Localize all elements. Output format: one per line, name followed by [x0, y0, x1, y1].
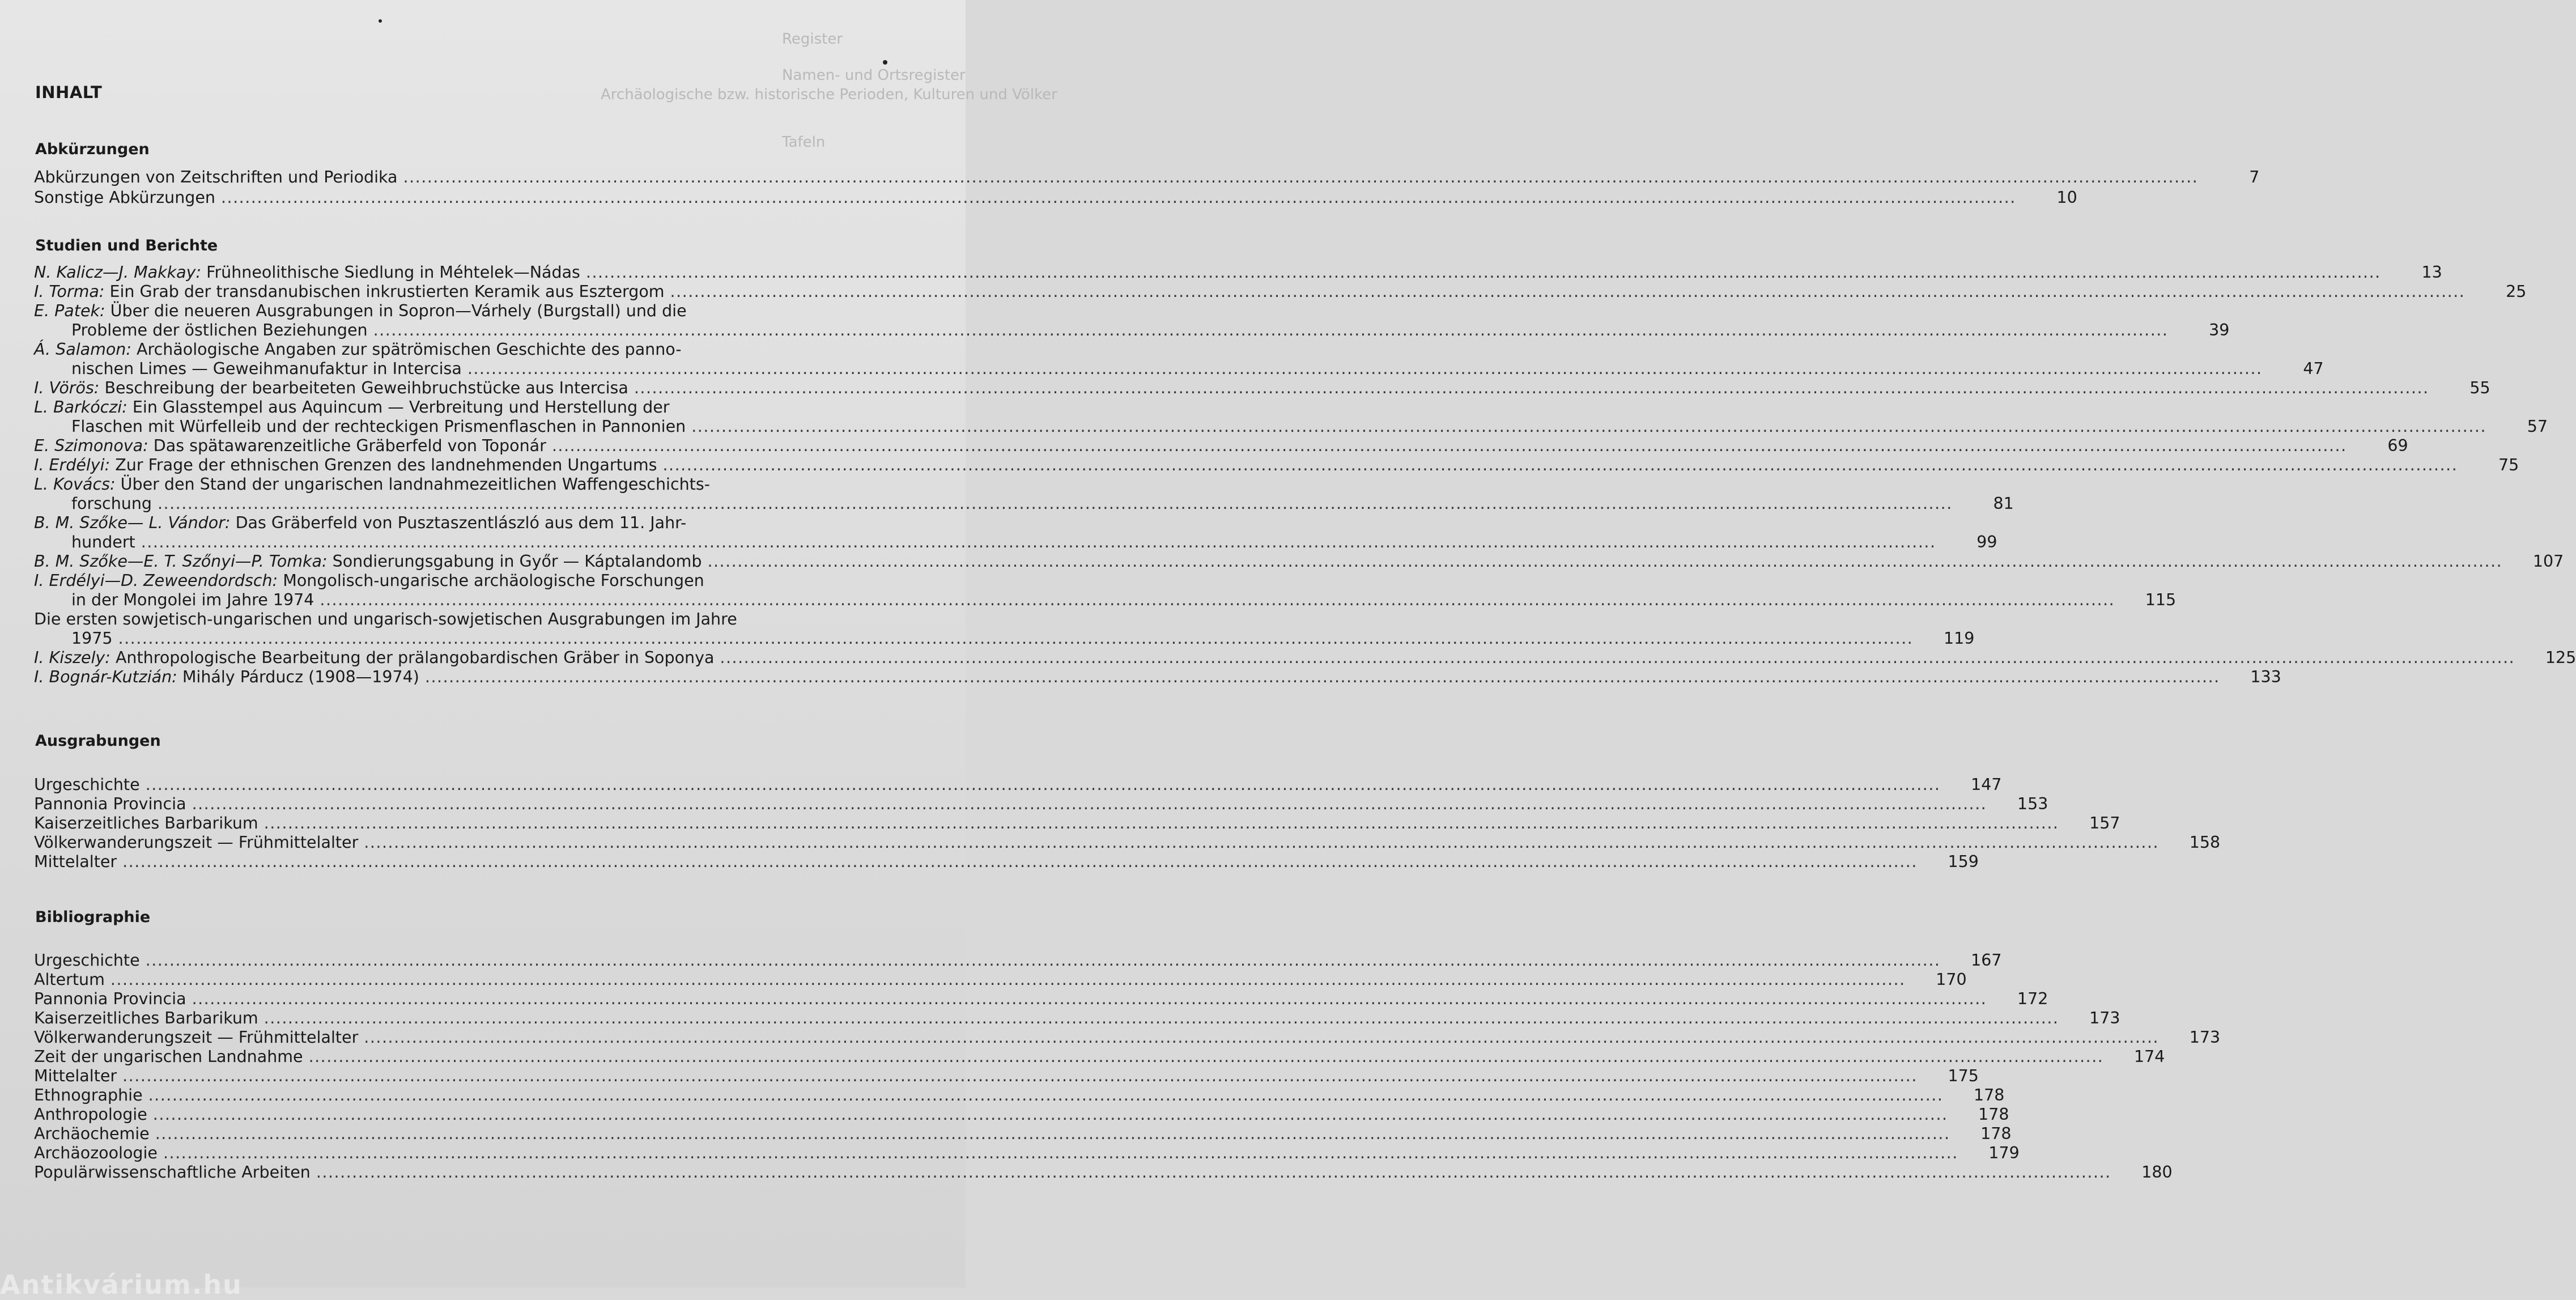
entry-title: Ein Glasstempel aus Aquincum — Verbreitung und Herstellung der — [132, 398, 670, 417]
section-heading: Ausgrabungen — [35, 732, 161, 750]
toc-entry — [34, 398, 2548, 436]
entry-title-continuation: forschung — [71, 494, 152, 513]
page-number: 99 — [1976, 533, 1997, 551]
entry-author: B. M. Szőke— L. Vándor: — [34, 513, 231, 532]
dot-leader: ............................................................................................................................................................................................................................................................................................................ — [148, 1086, 1944, 1104]
dot-leader: ............................................................................................................................................................................................................................................................................................................ — [158, 494, 1953, 513]
page-number: 57 — [2527, 417, 2548, 436]
toc-entry — [34, 379, 2490, 398]
toc-entry — [34, 951, 2002, 970]
page-number: 147 — [1971, 775, 2002, 794]
page-number: 178 — [1980, 1124, 2012, 1143]
page-number: 153 — [2017, 795, 2048, 813]
dot-leader: ............................................................................................................................................................................................................................................................................................................ — [364, 833, 2160, 852]
dot-leader: ............................................................................................................................................................................................................................................................................................................ — [424, 668, 2220, 686]
entry-title: Pannonia Provincia — [34, 989, 186, 1008]
entry-title: Kaiserzeitliches Barbarikum — [34, 1009, 258, 1027]
entry-title: Mihály Párducz (1908—1974) — [182, 668, 419, 686]
entry-title-continuation: Flaschen mit Würfelleib und der rechteckigen Prismenflaschen in Pannonien — [71, 417, 686, 436]
dot-leader: ............................................................................................................................................................................................................................................................................................................ — [122, 852, 1918, 871]
dot-leader: ............................................................................................................................................................................................................................................................................................................ — [662, 456, 2458, 474]
dot-leader: ............................................................................................................................................................................................................................................................................................................ — [263, 814, 2059, 832]
entry-title: Altertum — [34, 970, 105, 989]
dot-leader: ............................................................................................................................................................................................................................................................................................................ — [118, 629, 1914, 648]
entry-author: L. Kovács: — [34, 475, 116, 494]
toc-entry — [34, 263, 2442, 282]
page-number: 174 — [2133, 1047, 2165, 1066]
page-number: 179 — [1988, 1144, 2020, 1162]
dot-leader: ............................................................................................................................................................................................................................................................................................................ — [122, 1067, 1918, 1085]
page-number: 175 — [1948, 1067, 1979, 1085]
toc-entry — [34, 1144, 2020, 1163]
page-number: 125 — [2545, 648, 2576, 667]
page-number: 157 — [2089, 814, 2120, 832]
dot-leader: ............................................................................................................................................................................................................................................................................................................ — [670, 282, 2466, 301]
page-number: 173 — [2189, 1028, 2221, 1047]
entry-title: Sondierungsgabung in Győr — Káptalandomb — [332, 552, 702, 571]
entry-author: E. Patek: — [34, 301, 105, 320]
entry-title-continuation: in der Mongolei im Jahre 1974 — [71, 590, 314, 609]
page-number: 172 — [2017, 989, 2048, 1008]
entry-title: Sonstige Abkürzungen — [34, 188, 215, 207]
toc-entry — [34, 970, 1967, 989]
page-number: 119 — [1943, 629, 1975, 648]
toc-entry — [34, 814, 2120, 833]
toc-entry — [34, 513, 1997, 552]
page-number: 178 — [1974, 1086, 2005, 1104]
entry-title: Archäologische Angaben zur spätrömischen Geschichte des panno- — [137, 340, 682, 359]
toc-entry — [34, 1067, 1979, 1086]
toc-entry — [34, 610, 1975, 648]
page-number: 133 — [2250, 668, 2281, 686]
toc-entry — [34, 340, 2324, 379]
dot-leader: ............................................................................................................................................................................................................................................................................................................ — [221, 188, 2016, 207]
entry-title: Zeit der ungarischen Landnahme — [34, 1047, 303, 1066]
page-number: 115 — [2145, 590, 2177, 609]
dot-leader: ............................................................................................................................................................................................................................................................................................................ — [145, 951, 1941, 970]
toc-entry — [34, 833, 2221, 852]
page-number: 178 — [1978, 1105, 2009, 1124]
dot-leader: ............................................................................................................................................................................................................................................................................................................ — [634, 379, 2429, 397]
watermark: Antikvárium.hu — [0, 1269, 243, 1300]
toc-entry — [34, 1124, 2012, 1144]
entry-title: Völkerwanderungszeit — Frühmittelalter — [34, 833, 359, 852]
dot-leader: ............................................................................................................................................................................................................................................................................................................ — [373, 321, 2169, 339]
dot-leader: ............................................................................................................................................................................................................................................................................................................ — [155, 1124, 1950, 1143]
entry-title: Beschreibung der bearbeiteten Geweihbruchstücke aus Intercisa — [104, 379, 628, 397]
page-number: 107 — [2532, 552, 2564, 571]
entry-title: Über den Stand der ungarischen landnahmezeitlichen Waffengeschichts- — [120, 475, 710, 494]
toc-entry — [34, 1163, 2173, 1182]
entry-author: Á. Salamon: — [34, 340, 131, 359]
dot-leader: ............................................................................................................................................................................................................................................................................................................ — [720, 648, 2515, 667]
toc-entry — [34, 168, 2260, 187]
entry-title: Mittelalter — [34, 852, 117, 871]
entry-title-continuation: hundert — [71, 533, 135, 551]
toc-entry — [34, 795, 2048, 814]
toc-entry — [34, 436, 2408, 456]
toc-entry — [34, 775, 2002, 795]
entry-title: Ethnographie — [34, 1086, 143, 1104]
speck — [379, 19, 382, 23]
dot-leader: ............................................................................................................................................................................................................................................................................................................ — [316, 1163, 2111, 1182]
toc-entry — [34, 475, 2014, 513]
dot-leader: ............................................................................................................................................................................................................................................................................................................ — [145, 775, 1941, 794]
toc-entry — [34, 188, 2077, 207]
page-number: 180 — [2141, 1163, 2173, 1182]
entry-title-continuation: 1975 — [71, 629, 113, 648]
toc-entry — [34, 852, 1979, 872]
page-number: 25 — [2506, 282, 2527, 301]
entry-title: Populärwissenschaftliche Arbeiten — [34, 1163, 311, 1182]
dot-leader: ............................................................................................................................................................................................................................................................................................................ — [585, 263, 2381, 282]
entry-author: I. Bognár-Kutzián: — [34, 668, 177, 686]
page-number: 158 — [2189, 833, 2221, 852]
entry-author: E. Szimonova: — [34, 436, 148, 455]
entry-author: B. M. Szőke—E. T. Szőnyi—P. Tomka: — [34, 552, 328, 571]
entry-title: Archäozoologie — [34, 1144, 158, 1162]
entry-title: Das Gräberfeld von Pusztaszentlászló aus dem 11. Jahr- — [235, 513, 687, 532]
dot-leader: ............................................................................................................................................................................................................................................................................................................ — [364, 1028, 2160, 1047]
toc-entry — [34, 648, 2576, 668]
toc-entry — [34, 668, 2281, 687]
page-number: 13 — [2421, 263, 2442, 282]
page-number: 167 — [1971, 951, 2002, 970]
toc-entry — [34, 1105, 2009, 1124]
entry-author: N. Kalicz—J. Makkay: — [34, 263, 202, 282]
dot-leader: ............................................................................................................................................................................................................................................................................................................ — [192, 989, 1987, 1008]
toc-entry — [34, 989, 2048, 1009]
bleed-through-text: Register — [782, 31, 843, 48]
entry-author: I. Erdélyi: — [34, 456, 110, 474]
bleed-through-text: Namen- und Ortsregister — [782, 67, 966, 84]
toc-entry — [34, 301, 2230, 340]
section-heading: Abkürzungen — [35, 141, 150, 158]
entry-title: Archäochemie — [34, 1124, 150, 1143]
entry-title: Zur Frage der ethnischen Grenzen des landnehmenden Ungartums — [115, 456, 657, 474]
entry-title: Kaiserzeitliches Barbarikum — [34, 814, 258, 832]
entry-title: Mongolisch-ungarische archäologische Forschungen — [283, 571, 704, 590]
entry-title-continuation: Probleme der östlichen Beziehungen — [71, 321, 368, 339]
speck — [883, 60, 887, 65]
toc-entry — [34, 1028, 2221, 1047]
toc-entry — [34, 282, 2527, 301]
entry-title: Frühneolithische Siedlung in Méhtelek—Nádas — [206, 263, 580, 282]
page-number: 75 — [2498, 456, 2519, 474]
entry-author: I. Erdélyi—D. Zeweendordsch: — [34, 571, 278, 590]
dot-leader: ............................................................................................................................................................................................................................................................................................................ — [152, 1105, 1948, 1124]
page-number: 10 — [2056, 188, 2077, 207]
entry-title: Abkürzungen von Zeitschriften und Periodika — [34, 168, 398, 186]
dot-leader: ............................................................................................................................................................................................................................................................................................................ — [551, 436, 2347, 455]
entry-title: Über die neueren Ausgrabungen in Sopron—Várhely (Burgstall) und die — [110, 301, 687, 320]
toc-entry — [34, 456, 2519, 475]
dot-leader: ............................................................................................................................................................................................................................................................................................................ — [163, 1144, 1958, 1162]
entry-title: Pannonia Provincia — [34, 795, 186, 813]
section-heading: Studien und Berichte — [35, 237, 218, 254]
dot-leader: ............................................................................................................................................................................................................................................................................................................ — [467, 359, 2263, 378]
entry-author: L. Barkóczi: — [34, 398, 127, 417]
page-number: 173 — [2089, 1009, 2120, 1027]
entry-title: Urgeschichte — [34, 951, 140, 970]
page-number: 39 — [2209, 321, 2230, 339]
dot-leader: ............................................................................................................................................................................................................................................................................................................ — [141, 533, 1936, 551]
dot-leader: ............................................................................................................................................................................................................................................................................................................ — [192, 795, 1987, 813]
page-number: 81 — [1993, 494, 2014, 513]
toc-entry — [34, 1009, 2120, 1028]
dot-leader: ............................................................................................................................................................................................................................................................................................................ — [263, 1009, 2059, 1027]
entry-title-continuation: nischen Limes — Geweihmanufaktur in Intercisa — [71, 359, 462, 378]
entry-author: I. Vörös: — [34, 379, 100, 397]
page-number: 7 — [2249, 168, 2260, 186]
entry-title: Anthropologische Bearbeitung der prälangobardischen Gräber in Soponya — [115, 648, 715, 667]
page-title: INHALT — [35, 83, 103, 102]
entry-title: Mittelalter — [34, 1067, 117, 1085]
bleed-through-text: Tafeln — [782, 134, 826, 151]
toc-entry — [34, 1086, 2005, 1105]
dot-leader: ............................................................................................................................................................................................................................................................................................................ — [691, 417, 2487, 436]
entry-author: I. Torma: — [34, 282, 105, 301]
entry-title: Die ersten sowjetisch-ungarischen und ungarisch-sowjetischen Ausgrabungen im Jahre — [34, 610, 737, 628]
page-number: 47 — [2303, 359, 2324, 378]
dot-leader: ............................................................................................................................................................................................................................................................................................................ — [403, 168, 2199, 186]
page-number: 55 — [2469, 379, 2490, 397]
entry-title: Das spätawarenzeitliche Gräberfeld von Toponár — [153, 436, 546, 455]
dot-leader: ............................................................................................................................................................................................................................................................................................................ — [308, 1047, 2104, 1066]
bleed-through-text: Archäologische bzw. historische Perioden, Kulturen und Völker — [601, 86, 1057, 103]
toc-entry — [34, 571, 2177, 610]
entry-title: Urgeschichte — [34, 775, 140, 794]
page-number: 170 — [1936, 970, 1967, 989]
dot-leader: ............................................................................................................................................................................................................................................................................................................ — [110, 970, 1906, 989]
dot-leader: ............................................................................................................................................................................................................................................................................................................ — [320, 590, 2115, 609]
section-heading: Bibliographie — [35, 908, 151, 926]
page-number: 159 — [1948, 852, 1979, 871]
toc-entry — [34, 552, 2564, 571]
entry-title: Anthropologie — [34, 1105, 147, 1124]
page-number: 69 — [2387, 436, 2408, 455]
dot-leader: ............................................................................................................................................................................................................................................................................................................ — [707, 552, 2503, 571]
entry-author: I. Kiszely: — [34, 648, 110, 667]
entry-title: Ein Grab der transdanubischen inkrustierten Keramik aus Esztergom — [109, 282, 665, 301]
toc-entry — [34, 1047, 2165, 1067]
entry-title: Völkerwanderungszeit — Frühmittelalter — [34, 1028, 359, 1047]
